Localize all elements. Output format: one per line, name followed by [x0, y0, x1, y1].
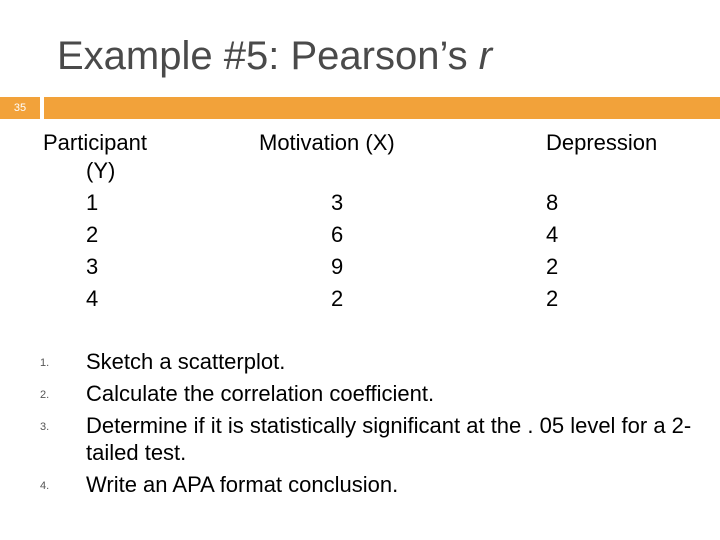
- depression-cell: 8: [546, 190, 559, 215]
- participant-cell: 1: [86, 190, 99, 215]
- list-item: [40, 380, 710, 407]
- list-marker: 3.: [40, 421, 50, 433]
- depression-cell: 4: [546, 222, 559, 247]
- header-depression: Depression: [546, 130, 658, 155]
- list-marker: 4.: [40, 480, 50, 492]
- depression-cell: 2: [546, 286, 559, 311]
- motivation-cell: 6: [331, 222, 344, 247]
- motivation-cell: 2: [331, 286, 344, 311]
- header-participant-y: (Y): [86, 158, 116, 183]
- list-item: [40, 412, 710, 466]
- list-marker: 2.: [40, 389, 50, 401]
- title-text: Example #5: Pearson’s: [57, 34, 479, 78]
- accent-bar: [44, 97, 720, 119]
- header-participant: Participant: [43, 130, 147, 155]
- task-list: [40, 348, 710, 503]
- participant-cell: 2: [86, 222, 99, 247]
- list-item-text: Sketch a scatterplot.: [86, 349, 286, 374]
- motivation-cell: 3: [331, 190, 344, 215]
- header-motivation: Motivation (X): [259, 130, 395, 155]
- list-item-text: Determine if it is statistically significant at the . 05 level for a 2-tailed test.: [86, 413, 692, 465]
- list-item-text: Write an APA format conclusion.: [86, 472, 399, 497]
- list-item-text: Calculate the correlation coefficient.: [86, 381, 435, 406]
- depression-cell: 2: [546, 254, 559, 279]
- title-variable: r: [478, 34, 493, 78]
- participant-cell: 4: [86, 286, 99, 311]
- list-item: [40, 348, 710, 375]
- slide-number: 35: [0, 97, 40, 119]
- list-marker: 1.: [40, 357, 50, 369]
- header-rule: [0, 97, 720, 119]
- list-item: [40, 471, 710, 498]
- participant-cell: 3: [86, 254, 99, 279]
- slide-title: [57, 34, 492, 79]
- motivation-cell: 9: [331, 254, 344, 279]
